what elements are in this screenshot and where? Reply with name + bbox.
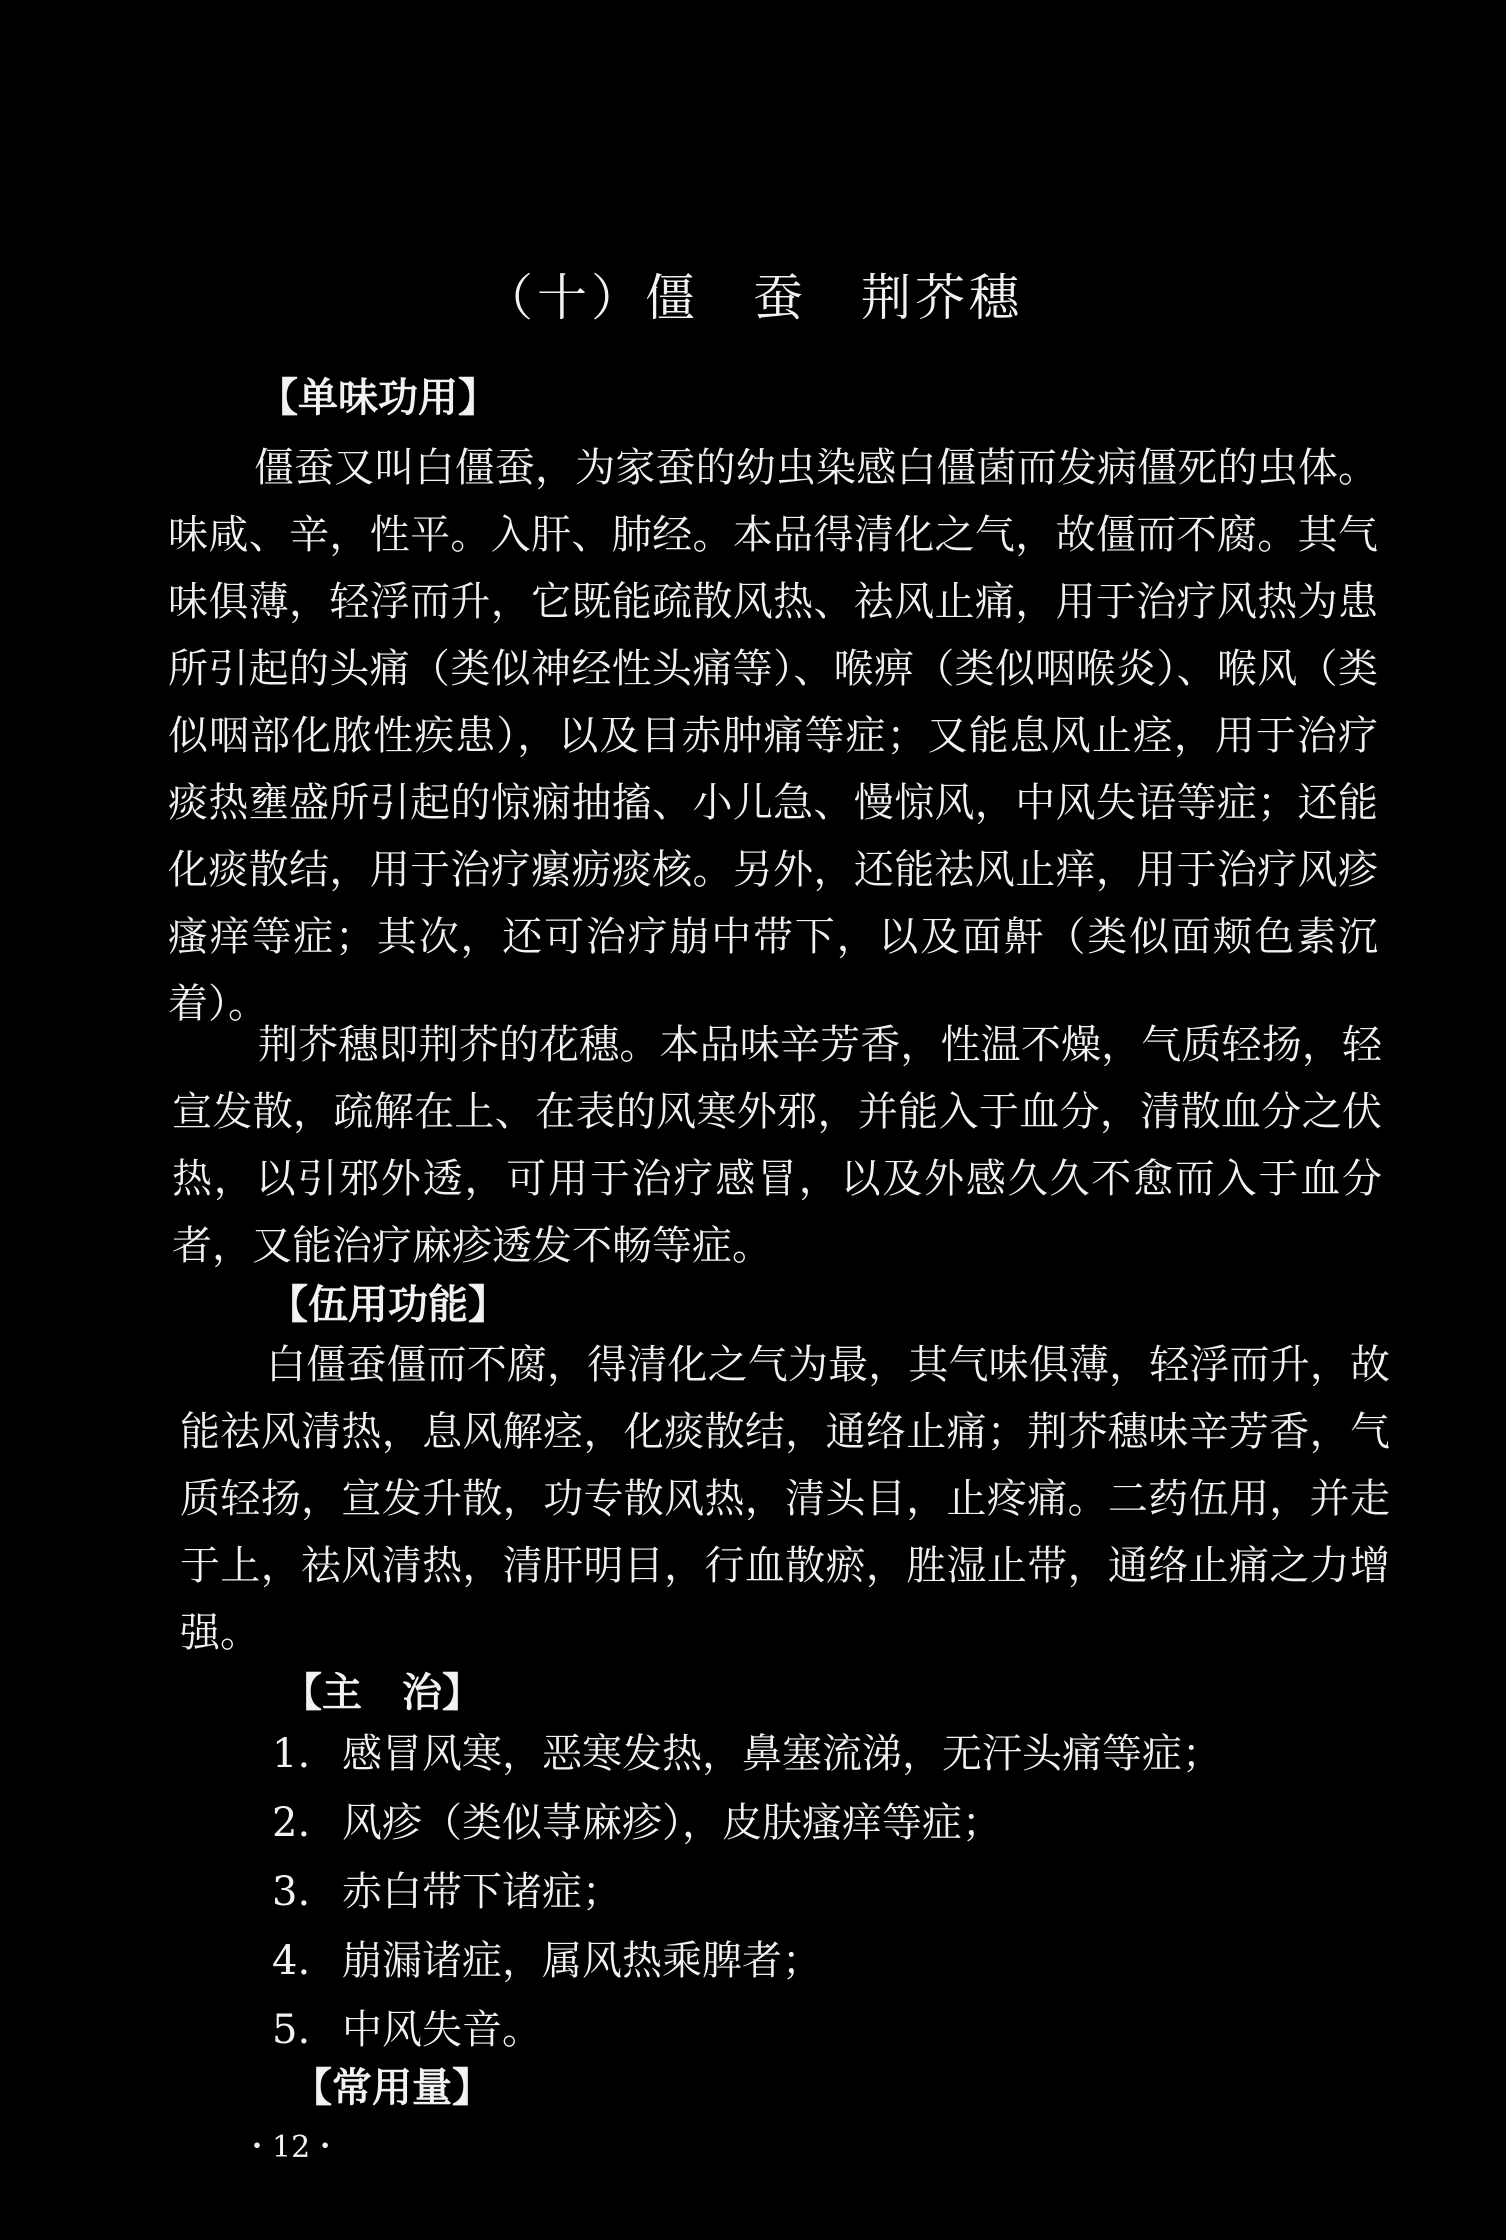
list-item-text: 风疹（类似荨麻疹），皮肤瘙痒等症；: [342, 1800, 1002, 1846]
list-item-number: 5.: [272, 2007, 311, 2053]
paragraph-jiangcan: 僵蚕又叫白僵蚕，为家蚕的幼虫染感白僵菌而发病僵死的虫体。味咸、辛，性平。入肝、肺经。本品得清化之气，故僵而不腐。其气味俱薄，轻浮而升，它既能疏散风热、祛风止痛，用于治疗风热为患所引起的头痛（类似神经性头痛等）、喉痹（类似咽喉炎）、喉风（类似咽部化脓性疾患），以及目赤肿痛等症；又能息风止痉，用于治疗痰热壅盛所引起的惊痫抽搐、小儿急、慢惊风，中风失语等症；还能化痰散结，用于治疗瘰疬痰核。另外，还能祛风止痒，用于治疗风疹瘙痒等症；其次，还可治疗崩中带下，以及面鼾（类似面颊色素沉着）。: [168, 445, 1378, 1027]
list-item-number: 2.: [272, 1800, 311, 1846]
list-item-text: 赤白带下诸症；: [342, 1869, 622, 1915]
page-title: （十）僵 蚕 荆芥穗: [483, 269, 1023, 327]
paragraph-combined-function: 白僵蚕僵而不腐，得清化之气为最，其气味俱薄，轻浮而升，故能祛风清热，息风解痉，化痰散结，通络止痛；荆芥穗味辛芳香，气质轻扬，宣发升散，功专散风热，清头目，止疼痛。二药伍用，并走于上，祛风清热，清肝明目，行血散瘀，胜湿止带，通络止痛之力增强。: [180, 1342, 1390, 1656]
paragraph-jingjiesui: 荆芥穗即荆芥的花穗。本品味辛芳香，性温不燥，气质轻扬，轻宣发散，疏解在上、在表的风寒外邪，并能入于血分，清散血分之伏热，以引邪外透，可用于治疗感冒，以及外感久久不愈而入于血分者，又能治疗麻疹透发不畅等症。: [172, 1022, 1382, 1269]
list-item-text: 中风失音。: [342, 2007, 542, 2053]
list-item: [272, 1996, 1372, 2065]
section-heading-dosage: 【常用量】: [292, 2065, 492, 2111]
list-item-text: 崩漏诸症，属风热乘脾者；: [342, 1938, 822, 1984]
list-item-number: 1.: [272, 1731, 311, 1777]
section-heading-single-use: 【单味功用】: [258, 375, 498, 421]
list-item: [272, 1858, 1372, 1927]
list-item-text: 感冒风寒，恶寒发热，鼻塞流涕，无汗头痛等症；: [342, 1731, 1222, 1777]
list-item: [272, 1927, 1372, 1996]
indications-list: [272, 1720, 1372, 2065]
list-item-number: 4.: [272, 1938, 311, 1984]
list-item: [272, 1720, 1372, 1789]
section-heading-indications: 【主 治】: [282, 1670, 482, 1716]
page-number: ・12・: [242, 2130, 341, 2165]
list-item-number: 3.: [272, 1869, 311, 1915]
section-heading-combined-use: 【伍用功能】: [268, 1282, 508, 1328]
list-item: [272, 1789, 1372, 1858]
